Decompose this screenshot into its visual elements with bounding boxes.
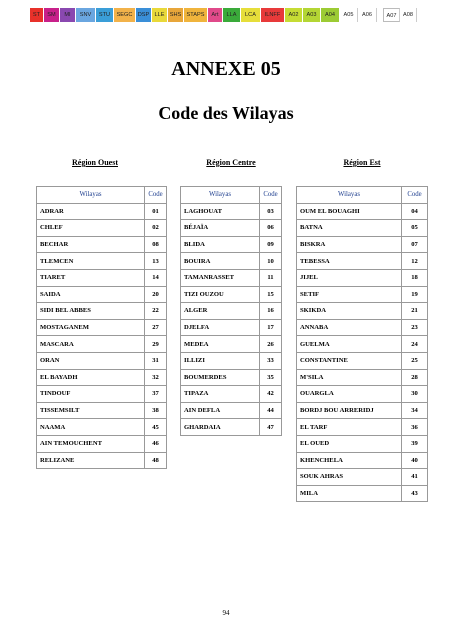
wilaya-code: 10: [260, 253, 282, 270]
wilaya-name: BISKRA: [297, 236, 402, 253]
wilaya-code: 09: [260, 236, 282, 253]
page-number: 94: [222, 609, 230, 617]
column-header-wilaya: Wilayas: [181, 187, 260, 204]
wilaya-name: MASCARA: [37, 336, 145, 353]
tab-segc[interactable]: SEGC: [114, 8, 136, 22]
table-row: [181, 419, 282, 436]
wilaya-code: 40: [402, 452, 428, 469]
wilaya-name: BLIDA: [181, 236, 260, 253]
table-row: [181, 369, 282, 386]
wilaya-code: 15: [260, 286, 282, 303]
wilaya-name: BÉJAÏA: [181, 220, 260, 237]
table-header-row: [297, 187, 428, 204]
wilaya-code: 23: [402, 319, 428, 336]
wilaya-code: 13: [145, 253, 167, 270]
table-row: [37, 386, 167, 403]
table-row: [181, 319, 282, 336]
page-subtitle: Code des Wilayas: [158, 103, 294, 123]
wilaya-code: 31: [145, 352, 167, 369]
wilaya-name: KHENCHELA: [297, 452, 402, 469]
tab-lle[interactable]: LLE: [152, 8, 168, 22]
tab-sm[interactable]: SM: [44, 8, 60, 22]
table-row: [297, 220, 428, 237]
wilaya-name: AIN TEMOUCHENT: [37, 435, 145, 452]
tab-st[interactable]: ST: [30, 8, 44, 22]
table-row: [37, 269, 167, 286]
table-row: [181, 269, 282, 286]
table-row: [297, 303, 428, 320]
table-row: [37, 336, 167, 353]
wilaya-name: ORAN: [37, 352, 145, 369]
wilaya-code: 42: [260, 386, 282, 403]
wilaya-code: 34: [402, 402, 428, 419]
wilaya-name: MEDEA: [181, 336, 260, 353]
wilaya-name: CONSTANTINE: [297, 352, 402, 369]
table-row: [37, 352, 167, 369]
wilaya-code: 16: [260, 303, 282, 320]
wilaya-name: SOUK AHRAS: [297, 469, 402, 486]
wilaya-code: 37: [145, 386, 167, 403]
tab-a05[interactable]: A05: [340, 8, 358, 22]
tab-shs[interactable]: SHS: [168, 8, 184, 22]
wilaya-name: BOUIRA: [181, 253, 260, 270]
tab-stu[interactable]: STU: [96, 8, 114, 22]
wilaya-name: RELIZANE: [37, 452, 145, 469]
wilaya-name: EL BAYADH: [37, 369, 145, 386]
table-row: [181, 303, 282, 320]
table-row: [37, 452, 167, 469]
wilaya-code: 11: [260, 269, 282, 286]
wilaya-name: SKIKDA: [297, 303, 402, 320]
tab-a02[interactable]: A02: [285, 8, 303, 22]
wilaya-name: TIPAZA: [181, 386, 260, 403]
wilaya-name: TIZI OUZOU: [181, 286, 260, 303]
wilaya-code: 21: [402, 303, 428, 320]
wilaya-code: 32: [145, 369, 167, 386]
tab-dsp[interactable]: DSP: [136, 8, 152, 22]
tab-staps[interactable]: STAPS: [184, 8, 208, 22]
wilaya-code: 12: [402, 253, 428, 270]
wilaya-name: EL OUED: [297, 435, 402, 452]
wilaya-name: TLEMCEN: [37, 253, 145, 270]
wilaya-name: GUELMA: [297, 336, 402, 353]
wilaya-code: 47: [260, 419, 282, 436]
wilaya-name: M'SILA: [297, 369, 402, 386]
table-row: [297, 352, 428, 369]
wilaya-name: NAAMA: [37, 419, 145, 436]
wilaya-name: TAMANRASSET: [181, 269, 260, 286]
wilaya-code: 20: [145, 286, 167, 303]
wilaya-name: ANNABA: [297, 319, 402, 336]
wilaya-code: 38: [145, 402, 167, 419]
table-row: [181, 336, 282, 353]
tab-mi[interactable]: MI: [60, 8, 76, 22]
wilaya-code: 14: [145, 269, 167, 286]
table-row: [37, 286, 167, 303]
wilaya-name: ILLIZI: [181, 352, 260, 369]
wilaya-name: SIDI BEL ABBES: [37, 303, 145, 320]
wilaya-code: 29: [145, 336, 167, 353]
table-row: [37, 253, 167, 270]
wilaya-name: JIJEL: [297, 269, 402, 286]
table-row: [181, 402, 282, 419]
wilaya-name: TINDOUF: [37, 386, 145, 403]
column-header-wilaya: Wilayas: [297, 187, 402, 204]
wilaya-name: DJELFA: [181, 319, 260, 336]
table-row: [297, 203, 428, 220]
wilaya-name: TIARET: [37, 269, 145, 286]
wilaya-code: 18: [402, 269, 428, 286]
wilaya-code: 44: [260, 402, 282, 419]
wilaya-code: 35: [260, 369, 282, 386]
table-row: [181, 286, 282, 303]
wilaya-code: 25: [402, 352, 428, 369]
wilaya-name: MOSTAGANEM: [37, 319, 145, 336]
wilaya-code: 06: [260, 220, 282, 237]
table-row: [297, 269, 428, 286]
table-row: [181, 236, 282, 253]
table-region-est: [296, 186, 428, 502]
wilaya-name: CHLEF: [37, 220, 145, 237]
table-row: [181, 352, 282, 369]
wilaya-name: EL TARF: [297, 419, 402, 436]
wilaya-code: 36: [402, 419, 428, 436]
table-row: [181, 253, 282, 270]
wilaya-code: 01: [145, 203, 167, 220]
table-row: [297, 485, 428, 502]
wilaya-name: BORDJ BOU ARRERIDJ: [297, 402, 402, 419]
wilaya-code: 04: [402, 203, 428, 220]
wilaya-code: 22: [145, 303, 167, 320]
wilaya-code: 48: [145, 452, 167, 469]
wilaya-code: 07: [402, 236, 428, 253]
wilaya-code: 05: [402, 220, 428, 237]
wilaya-name: OUM EL BOUAGHI: [297, 203, 402, 220]
wilaya-code: 33: [260, 352, 282, 369]
table-row: [297, 402, 428, 419]
wilaya-code: 02: [145, 220, 167, 237]
table-row: [297, 435, 428, 452]
column-header-code: Code: [145, 187, 167, 204]
wilaya-name: BATNA: [297, 220, 402, 237]
stream-tab-strip: [30, 8, 417, 22]
table-region-centre: [180, 186, 282, 436]
table-row: [37, 402, 167, 419]
table-row: [181, 386, 282, 403]
table-row: [37, 220, 167, 237]
wilaya-code: 08: [145, 236, 167, 253]
wilaya-code: 43: [402, 485, 428, 502]
wilaya-code: 19: [402, 286, 428, 303]
tab-a03[interactable]: A03: [303, 8, 321, 22]
table-row: [37, 303, 167, 320]
wilaya-code: 46: [145, 435, 167, 452]
wilaya-name: GHARDAIA: [181, 419, 260, 436]
wilaya-name: BECHAR: [37, 236, 145, 253]
table-row: [297, 369, 428, 386]
wilaya-code: 03: [260, 203, 282, 220]
table-row: [297, 452, 428, 469]
table-row: [181, 203, 282, 220]
tab-a07[interactable]: A07: [383, 8, 400, 22]
wilaya-code: 24: [402, 336, 428, 353]
wilaya-code: 39: [402, 435, 428, 452]
table-row: [297, 253, 428, 270]
table-row: [297, 419, 428, 436]
tab-snv[interactable]: SNV: [76, 8, 96, 22]
wilaya-name: ADRAR: [37, 203, 145, 220]
tab-lla[interactable]: LLA: [223, 8, 241, 22]
wilaya-name: ALGER: [181, 303, 260, 320]
table-row: [37, 435, 167, 452]
table-row: [297, 386, 428, 403]
wilaya-name: OUARGLA: [297, 386, 402, 403]
wilaya-name: TEBESSA: [297, 253, 402, 270]
table-row: [297, 286, 428, 303]
table-row: [37, 236, 167, 253]
wilaya-name: SETIF: [297, 286, 402, 303]
tab-a06[interactable]: A06: [358, 8, 377, 22]
table-region-ouest: [36, 186, 167, 469]
tab-ilnff[interactable]: ILNFF: [261, 8, 285, 22]
region-ouest-heading: Région Ouest: [72, 158, 118, 167]
wilaya-name: BOUMERDES: [181, 369, 260, 386]
table-row: [37, 369, 167, 386]
tab-lca[interactable]: LCA: [241, 8, 261, 22]
column-header-code: Code: [402, 187, 428, 204]
column-header-wilaya: Wilayas: [37, 187, 145, 204]
table-row: [297, 319, 428, 336]
wilaya-code: 26: [260, 336, 282, 353]
tab-a04[interactable]: A04: [321, 8, 340, 22]
wilaya-code: 45: [145, 419, 167, 436]
wilaya-name: TISSEMSILT: [37, 402, 145, 419]
region-est-heading: Région Est: [343, 158, 381, 167]
table-row: [297, 469, 428, 486]
table-row: [297, 336, 428, 353]
table-row: [37, 319, 167, 336]
table-header-row: [37, 187, 167, 204]
tab-art[interactable]: Art: [208, 8, 223, 22]
region-centre-heading: Région Centre: [206, 158, 256, 167]
wilaya-name: AIN DEFLA: [181, 402, 260, 419]
wilaya-code: 27: [145, 319, 167, 336]
page-title: ANNEXE 05: [171, 58, 281, 80]
wilaya-name: SAIDA: [37, 286, 145, 303]
wilaya-code: 17: [260, 319, 282, 336]
table-row: [181, 220, 282, 237]
wilaya-code: 30: [402, 386, 428, 403]
wilaya-name: LAGHOUAT: [181, 203, 260, 220]
table-row: [37, 419, 167, 436]
tab-a08[interactable]: A08: [400, 8, 417, 22]
column-header-code: Code: [260, 187, 282, 204]
wilaya-name: MILA: [297, 485, 402, 502]
wilaya-code: 28: [402, 369, 428, 386]
table-row: [297, 236, 428, 253]
table-header-row: [181, 187, 282, 204]
wilaya-code: 41: [402, 469, 428, 486]
table-row: [37, 203, 167, 220]
